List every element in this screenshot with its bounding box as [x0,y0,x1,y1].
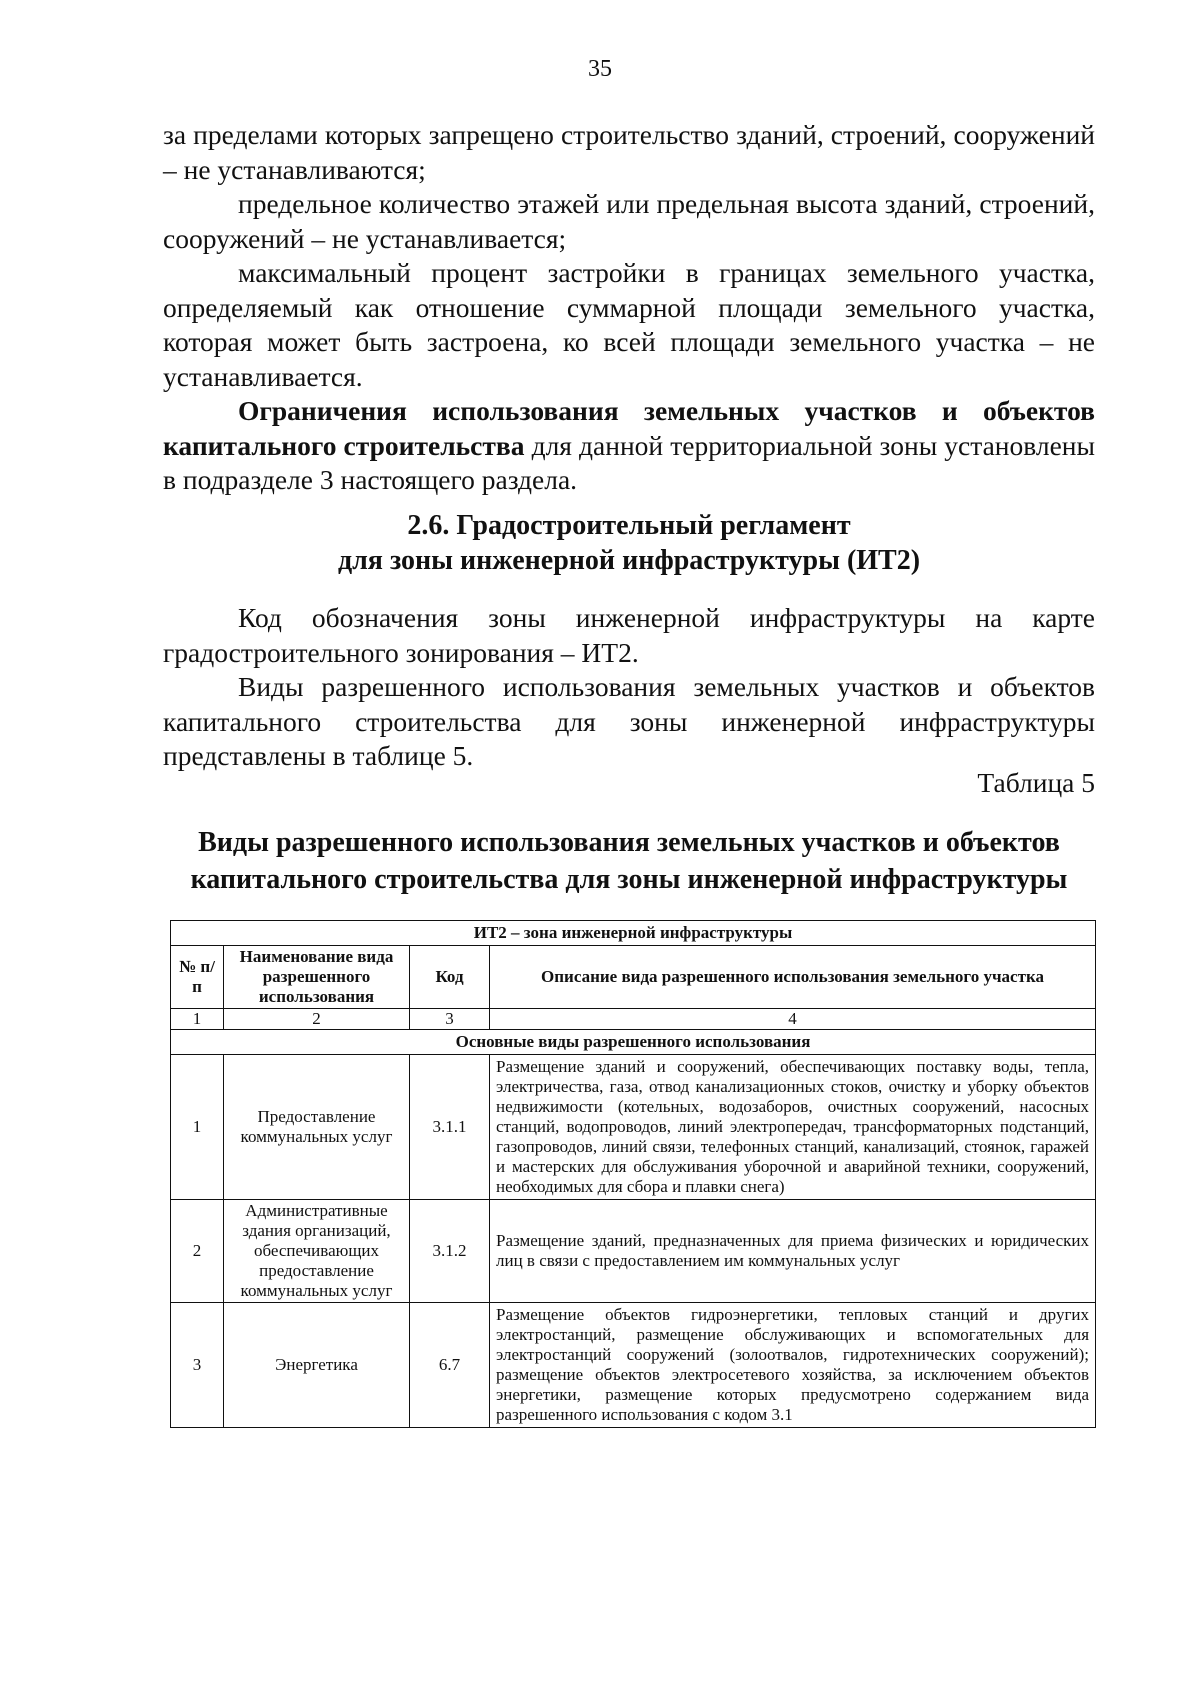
row-code: 3.1.1 [410,1055,490,1200]
restrictions-bold-text: Ограничения использования земельных участков и объектов капитального строительства [163,395,1095,461]
row-code: 6.7 [410,1303,490,1428]
row-description: Размещение зданий и сооружений, обеспечивающих поставку воды, тепла, электричества, газа, отвод канализационных стоков, очистку и уборку объектов недвижимости (котельных, водозаборов, очистных сооружений, насосных станций, водопроводов, линий электропередач, трансформаторных подстанций, газопроводов, линий связи, телефонных станций, канализаций, стоянок, гаражей и мастерских для обслуживания уборочной и аварийной техники, сооружений, необходимых для сбора и плавки снега) [490,1055,1096,1200]
row-code: 3.1.2 [410,1200,490,1303]
table-label: Таблица 5 [977,767,1095,798]
zone-uses-paragraph: Виды разрешенного использования земельных участков и объектов капитального строительства для зоны инженерной инфраструктуры представлены в таблице 5. [163,671,1095,771]
zone-header-cell: ИТ2 – зона инженерной инфраструктуры [171,921,1096,946]
table-row [171,1200,1096,1303]
intro-paragraph-3: максимальный процент застройки в границах земельного участка, определяемый как отношение суммарной площади земельного участка, которая может быть застроена, ко всей площади земельного участка – не устанавливается. [163,257,1095,392]
section-heading-line-1: 2.6. Градостроительный регламент [407,510,851,541]
group-header-cell: Основные виды разрешенного использования [171,1030,1096,1055]
column-number: 2 [224,1009,410,1030]
row-description: Размещение объектов гидроэнергетики, тепловых станций и других электростанций, размещение обслуживающих и вспомогательных для электростанций сооружений (золоотвалов, гидротехнических сооружений); размещение объектов электросетевого хозяйства, за исключением объектов энергетики, размещение которых предусмотрено содержанием вида разрешенного использования с кодом 3.1 [490,1303,1096,1428]
row-use-name: Энергетика [224,1303,410,1428]
column-number: 1 [171,1009,224,1030]
column-header-row [171,946,1096,1009]
row-number: 1 [171,1055,224,1200]
section-heading-line-2: для зоны инженерной инфраструктуры (ИТ2) [337,545,921,576]
group-header-row [171,1030,1096,1055]
header-code: Код [410,946,490,1009]
row-number: 3 [171,1303,224,1428]
permitted-uses-table [170,920,1096,1428]
restrictions-paragraph [163,394,1095,498]
row-number: 2 [171,1200,224,1303]
restrictions-text: для данной территориальной зоны установлены в подразделе 3 настоящего раздела. [163,429,1095,495]
intro-paragraph-1: за пределами которых запрещено строительство зданий, строений, сооружений – не устанавливаются; [163,119,1095,185]
page-number: 35 [588,56,612,82]
table-title-line-2: капитального строительства для зоны инженерной инфраструктуры [190,864,1068,895]
column-number: 3 [410,1009,490,1030]
table-row [171,1055,1096,1200]
section-heading [163,508,1095,578]
table-title [163,824,1095,898]
zone-description [163,601,1095,774]
table-row [171,1303,1096,1428]
intro-paragraph-2: предельное количество этажей или предельная высота зданий, строений, сооружений – не устанавливается; [163,188,1095,254]
column-number: 4 [490,1009,1096,1030]
zone-code-paragraph: Код обозначения зоны инженерной инфраструктуры на карте градостроительного зонирования – ИТ2. [163,602,1095,668]
intro-text [163,118,1095,498]
row-use-name: Административные здания организаций, обеспечивающих предоставление коммунальных услуг [224,1200,410,1303]
column-number-row [171,1009,1096,1030]
header-number: № п/п [171,946,224,1009]
row-description: Размещение зданий, предназначенных для приема физических и юридических лиц в связи с предоставлением им коммунальных услуг [490,1200,1096,1303]
table-title-line-1: Виды разрешенного использования земельных участков и объектов [198,827,1060,858]
header-description: Описание вида разрешенного использования земельного участка [490,946,1096,1009]
zone-header-row [171,921,1096,946]
row-use-name: Предоставление коммунальных услуг [224,1055,410,1200]
header-name: Наименование вида разрешенного использования [224,946,410,1009]
